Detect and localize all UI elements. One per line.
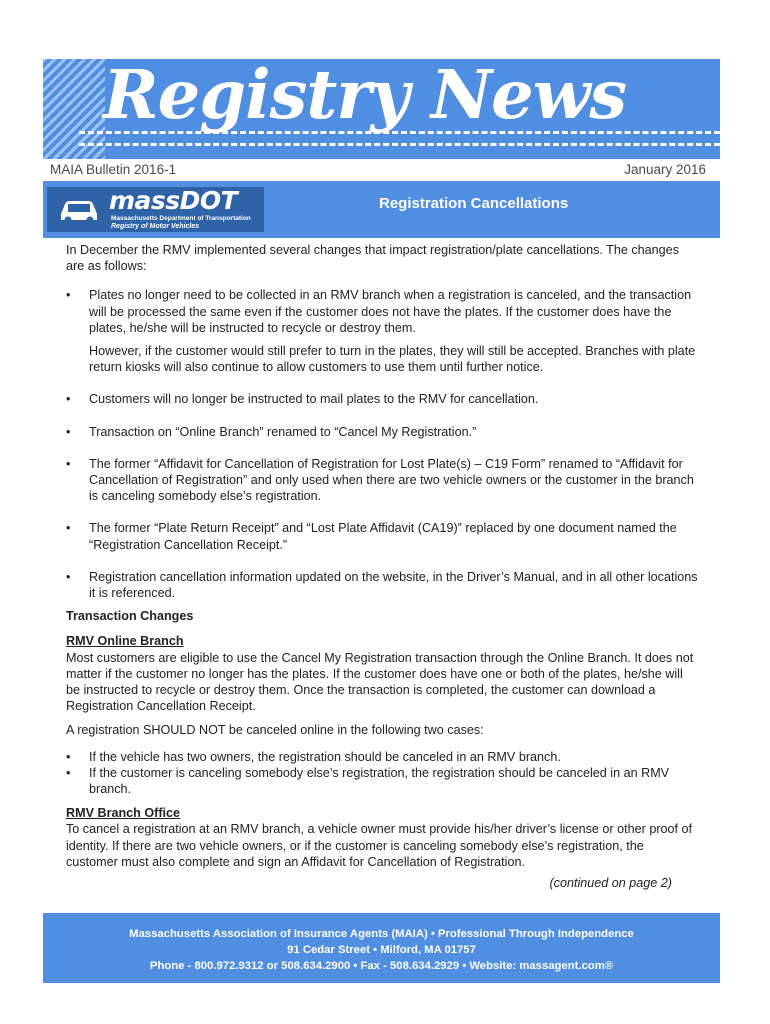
online-branch-heading: RMV Online Branch — [66, 634, 184, 649]
cases-intro: A registration SHOULD NOT be canceled online in the following two cases: — [66, 723, 484, 738]
massdot-subtitle: Massachusetts Department of Transportation — [111, 215, 251, 222]
footer-org-line: Massachusetts Association of Insurance Agents (MAIA) • Professional Through Independence — [129, 928, 634, 940]
bullet-icon: • — [66, 569, 71, 584]
cases-list — [66, 749, 698, 798]
changes-list — [66, 287, 698, 601]
footer-bar — [43, 913, 720, 983]
bullet-icon: • — [66, 765, 71, 780]
list-item-text: Customers will no longer be instructed to mail plates to the RMV for cancellation. — [89, 392, 539, 407]
list-item-text: The former “Plate Return Receipt” and “Lost Plate Affidavit (CA19)” replaced by one document named the “Registration Cancellation Receipt.” — [89, 521, 677, 552]
bullet-icon: • — [66, 749, 71, 764]
article-header-bar — [43, 181, 720, 238]
masthead-dash-line — [79, 143, 720, 146]
bullet-icon: • — [66, 288, 71, 303]
massdot-wordmark: massDOT — [109, 187, 238, 215]
list-item — [66, 456, 698, 505]
massdot-logo — [47, 187, 264, 232]
list-item-text: Transaction on “Online Branch” renamed to “Cancel My Registration.” — [89, 424, 477, 439]
list-item-followup: However, if the customer would still prefer to turn in the plates, they will still be accepted. Branches with plate return kiosks will also continue to allow customers to use them until further notice. — [89, 344, 696, 375]
list-item — [66, 520, 698, 552]
car-icon — [57, 196, 101, 224]
list-item-text: The former “Affidavit for Cancellation of Registration for Lost Plate(s) – C19 Form” renamed to “Affidavit for Cancellation of Registration” and only used when there are two vehicle owners or the customer in the branch is canceling somebody else’s registration. — [89, 456, 694, 504]
intro-paragraph: In December the RMV implemented several changes that impact registration/plate cancellations. The changes are as follows: — [66, 243, 679, 274]
list-item-text: Registration cancellation information updated on the website, in the Driver’s Manual, and in all other locations it is referenced. — [89, 569, 698, 601]
newsletter-title: Registry News — [103, 59, 627, 134]
list-item — [66, 424, 698, 440]
branch-office-heading: RMV Branch Office — [66, 806, 181, 821]
article-title: Registration Cancellations — [379, 195, 569, 212]
list-item-text: If the customer is canceling somebody else’s registration, the registration should be canceled in an RMV branch. — [89, 765, 670, 797]
list-item — [66, 569, 698, 601]
list-item-text: If the vehicle has two owners, the registration should be canceled in an RMV branch. — [89, 749, 561, 764]
bulletin-number: MAIA Bulletin 2016-1 — [50, 162, 177, 177]
list-item-text: Plates no longer need to be collected in an RMV branch when a registration is canceled, and the transaction will be processed the same even if the customer does not have the plates. If the customer does have the plates, he/she will be instructed to recycle or destroy them. — [89, 288, 692, 335]
masthead-banner — [43, 59, 720, 159]
branch-office-paragraph: To cancel a registration at an RMV branch, a vehicle owner must provide his/her driver’s license or other proof of identity. If there are two vehicle owners, or if the customer is canceling somebody else’s registration, the customer must also complete and sign an Affidavit for Cancellation of Registration. — [66, 822, 693, 869]
bullet-icon: • — [66, 521, 71, 536]
list-item — [66, 749, 698, 765]
article-body — [66, 242, 698, 891]
list-item — [66, 287, 698, 375]
footer-contact-line: Phone - 800.972.9312 or 508.634.2900 • Fax - 508.634.2929 • Website: massagent.com® — [149, 960, 614, 972]
masthead-dash-line — [79, 131, 720, 134]
list-item — [66, 765, 698, 797]
bullet-icon: • — [66, 392, 71, 407]
list-item — [66, 391, 698, 407]
bulletin-date: January 2016 — [624, 162, 706, 177]
section-heading: Transaction Changes — [66, 609, 194, 624]
footer-address-line: 91 Cedar Street • Milford, MA 01757 — [287, 944, 476, 956]
continued-note: (continued on page 2) — [549, 876, 672, 891]
bullet-icon: • — [66, 456, 71, 471]
online-branch-paragraph: Most customers are eligible to use the Cancel My Registration transaction through the Online Branch. It does not matter if the customer no longer has the plates. If the customer does have one or both of the plates, he/she will be instructed to recycle or destroy them. Once the transaction is completed, the customer can download a Registration Cancellation Receipt. — [66, 650, 694, 714]
rmv-subtitle: Registry of Motor Vehicles — [111, 223, 200, 230]
bullet-icon: • — [66, 424, 71, 439]
